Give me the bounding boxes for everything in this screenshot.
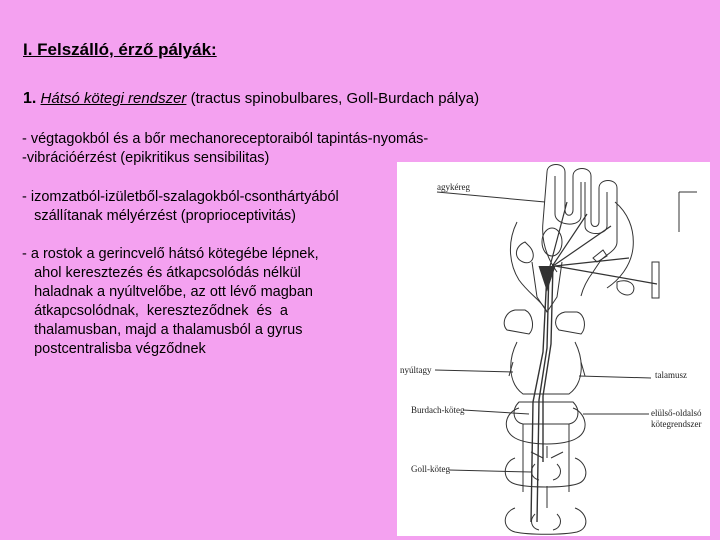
label-goll-koteg: Goll-köteg [411,464,450,474]
paragraph-line: szállítanak mélyérzést (proprioceptivitás) [22,208,296,224]
paragraph-line: - végtagokból és a bőr mechanoreceptoraiból tapintás-nyomás- [22,131,429,147]
label-eloldalso-1: elülső-oldalsó [651,408,702,418]
pathway-diagram [397,162,710,536]
subtitle-number: 1. [23,90,37,107]
slide-title: I. Felszálló, érző pályák: [23,40,217,59]
paragraph-line: - a rostok a gerincvelő hátsó kötegébe lépnek, [22,246,319,262]
label-eloldalso-2: kötegrendszer [651,419,702,429]
paragraph-epicritic [22,130,428,168]
paragraph-pathway [22,245,319,359]
paragraph-line: thalamusban, majd a thalamusból a gyrus [22,322,303,338]
paragraph-line: haladnak a nyúltvelőbe, az ott lévő magban [22,284,313,300]
paragraph-line: postcentralisba végződnek [22,341,206,357]
pathway-illustration [397,162,710,536]
paragraph-line: ahol keresztezés és átkapcsolódás nélkül [22,265,301,281]
label-nyultagy: nyúltagy [400,365,432,375]
paragraph-line: átkapcsolódnak, kereszteződnek és a [22,303,288,319]
label-talamusz: talamusz [655,370,687,380]
subtitle-latin: (tractus spinobulbares, Goll-Burdach pálya) [190,90,480,107]
subtitle [23,90,479,108]
label-burdach-koteg: Burdach-köteg [411,405,465,415]
label-agykereg: agykéreg [437,182,470,192]
paragraph-line: - izomzatból-izületből-szalagokból-csonthártyából [22,189,339,205]
subtitle-system: Hátsó kötegi rendszer [40,90,187,107]
paragraph-proprioceptive [22,188,339,226]
paragraph-line: -vibrációérzést (epikritikus sensibilitas) [22,150,270,166]
